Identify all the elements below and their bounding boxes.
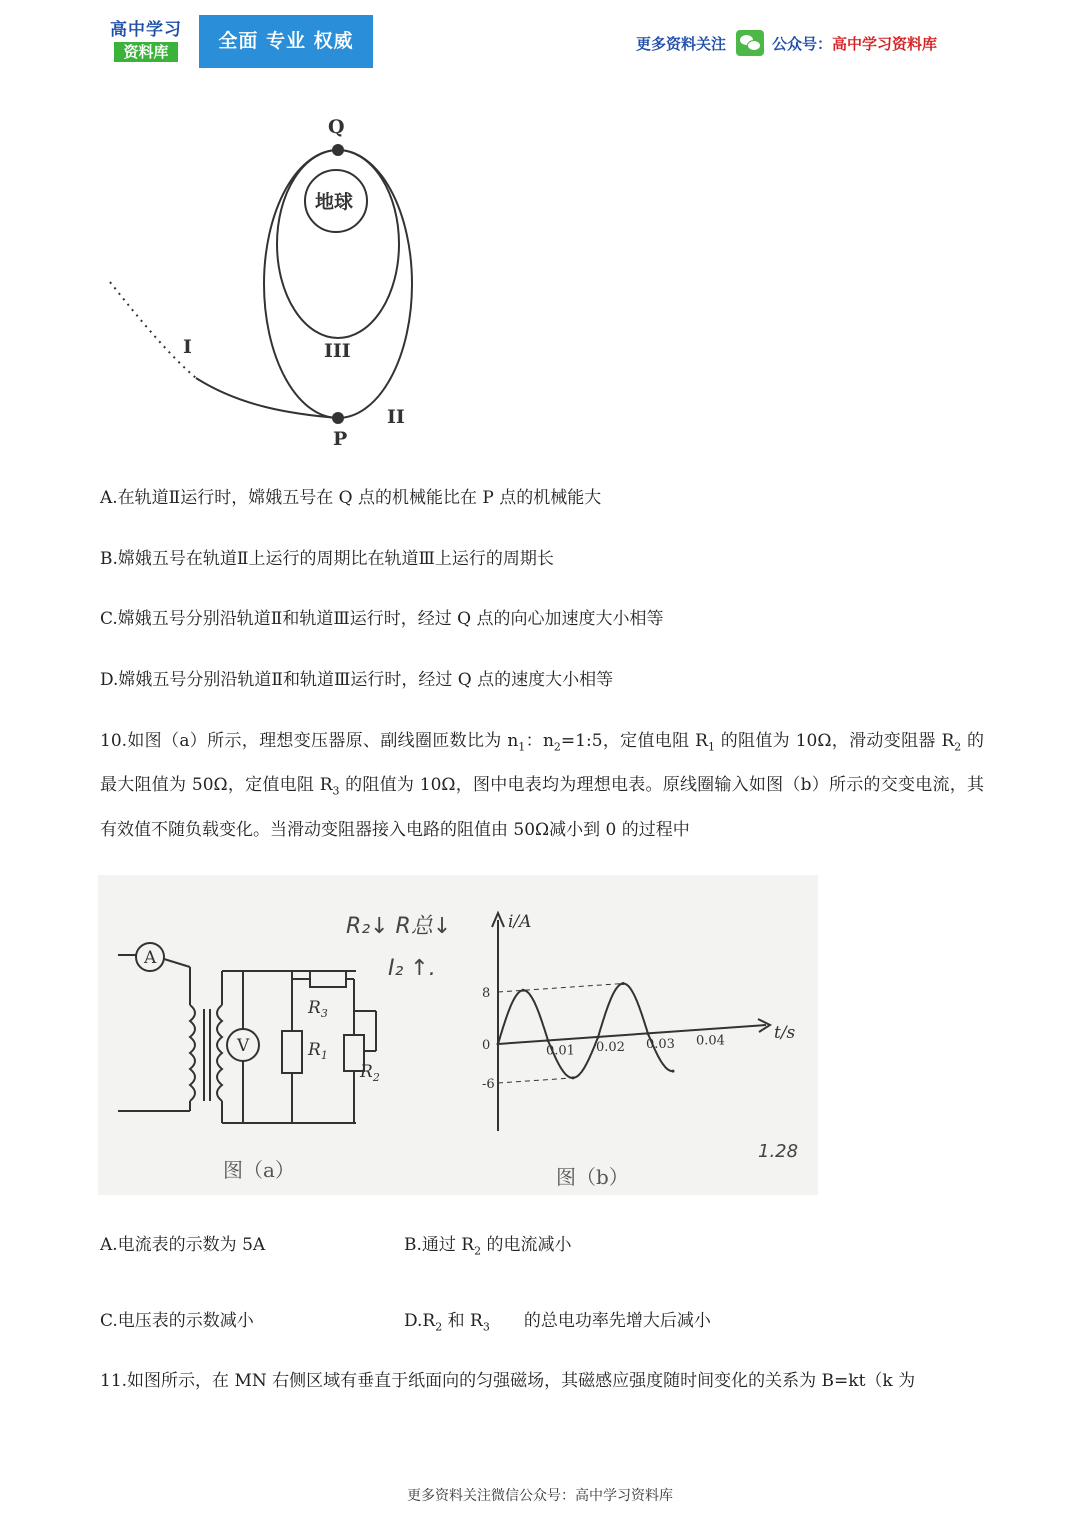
logo-bottom-text: 资料库 <box>114 42 178 62</box>
q10-stem: 10.如图（a）所示，理想变压器原、副线圈匝数比为 $n_1$：$n_2=1:5$，定值电阻 $R_1$ 的阻值为 10Ω，滑动变阻器 $R_2$ 的最大阻值为 50Ω，定值电阻 $R_3$ 的阻值为 10Ω，图中电表均为理想电表。原线圈输入如图（b）所示的交变电流，其有效值不随负载变化。当滑动变阻器接入电路的阻值由 50Ω减小到 0 的过程中 <box>100 731 984 840</box>
q10-option-c: C.电压表的示数减小 <box>100 1311 254 1331</box>
x-tick-label: 0.02 <box>596 1040 625 1056</box>
more-info-text: 更多资料关注 <box>636 34 727 53</box>
q9-option-d: D.嫦娥五号分别沿轨道Ⅱ和轨道Ⅲ运行时，经过 Q 点的速度大小相等 <box>100 670 614 690</box>
label-orbit-i: I <box>183 336 192 358</box>
r1-label: $R_1$ <box>308 1040 328 1062</box>
current-series-line <box>498 984 673 1078</box>
y-tick-label: 0 <box>482 1038 491 1053</box>
handwritten-note-1: R₂↓ R总↓ <box>346 914 452 939</box>
q9-option-b: B.嫦娥五号在轨道Ⅱ上运行的周期比在轨道Ⅲ上运行的周期长 <box>100 549 554 569</box>
data-point <box>597 1036 600 1039</box>
x-axis <box>498 1025 766 1044</box>
data-point <box>647 1032 650 1035</box>
x-tick-label: 0.04 <box>696 1033 725 1049</box>
account-name: 高中学习资料库 <box>832 34 938 53</box>
circuit-diagram <box>98 875 818 1195</box>
r2-label: $R_2$ <box>360 1062 380 1084</box>
q11-stem: 11.如图所示，在 MN 右侧区域有垂直于纸面向的匀强磁场，其磁感应强度随时间变化的关系为 B=kt（k 为 <box>100 1371 916 1391</box>
orbit-i-dotted <box>110 282 196 378</box>
guide-line <box>498 984 623 993</box>
account-label: 公众号： <box>772 34 833 53</box>
label-p: P <box>333 428 348 450</box>
voltmeter-label: V <box>237 1036 250 1056</box>
x-axis-label: t/s <box>774 1023 796 1043</box>
caption-a: 图（a） <box>223 1158 295 1182</box>
y-tick-label: -6 <box>482 1077 495 1092</box>
guide-line <box>498 1078 573 1083</box>
label-orbit-iii: III <box>324 340 351 362</box>
q10-option-a: A.电流表的示数为 5A <box>100 1235 266 1255</box>
x-tick-label: 0.03 <box>646 1036 675 1052</box>
x-tick-label: 0.01 <box>546 1043 575 1059</box>
handwritten-note-2: I₂ ↑. <box>388 956 436 981</box>
caption-b: 图（b） <box>556 1165 629 1189</box>
orbit-iii <box>277 150 399 338</box>
primary-coil <box>190 1005 195 1101</box>
page-footer: 更多资料关注微信公众号：高中学习资料库 <box>407 1488 673 1504</box>
slogan-banner: 全面 专业 权威 <box>199 15 373 68</box>
wechat-icon <box>736 30 764 56</box>
q10-option-b: B.通过 $R_2$ 的电流减小 <box>404 1235 572 1258</box>
header-promo <box>636 30 937 56</box>
label-orbit-ii: II <box>387 406 405 428</box>
q9-option-c: C.嫦娥五号分别沿轨道Ⅱ和轨道Ⅲ运行时，经过 Q 点的向心加速度大小相等 <box>100 609 664 629</box>
resistor-r1 <box>282 1031 302 1073</box>
point-q <box>332 144 344 156</box>
orbit-diagram <box>100 110 430 460</box>
q9-option-a: A.在轨道Ⅱ运行时，嫦娥五号在 Q 点的机械能比在 P 点的机械能大 <box>100 488 602 508</box>
r3-label: $R_3$ <box>308 998 328 1020</box>
label-earth: 地球 <box>315 191 354 213</box>
secondary-coil <box>217 1005 222 1101</box>
handwritten-note-3: 1.28 <box>758 1141 799 1162</box>
ammeter-label: A <box>144 948 157 968</box>
resistor-r3 <box>310 971 346 987</box>
logo-top-text: 高中学习 <box>110 20 182 40</box>
data-point <box>672 1070 675 1073</box>
q10-option-d: $D.R_2$ 和 $R_3$ 的总电功率先增大后减小 <box>404 1311 711 1334</box>
data-point <box>497 1043 500 1046</box>
data-point <box>522 989 525 992</box>
label-q: Q <box>328 116 345 138</box>
logo <box>110 18 182 64</box>
y-tick-label: 8 <box>482 986 491 1001</box>
y-axis-label: i/A <box>508 912 532 932</box>
data-point <box>547 1039 550 1042</box>
current-time-graph <box>482 912 796 1131</box>
point-p <box>332 412 344 424</box>
